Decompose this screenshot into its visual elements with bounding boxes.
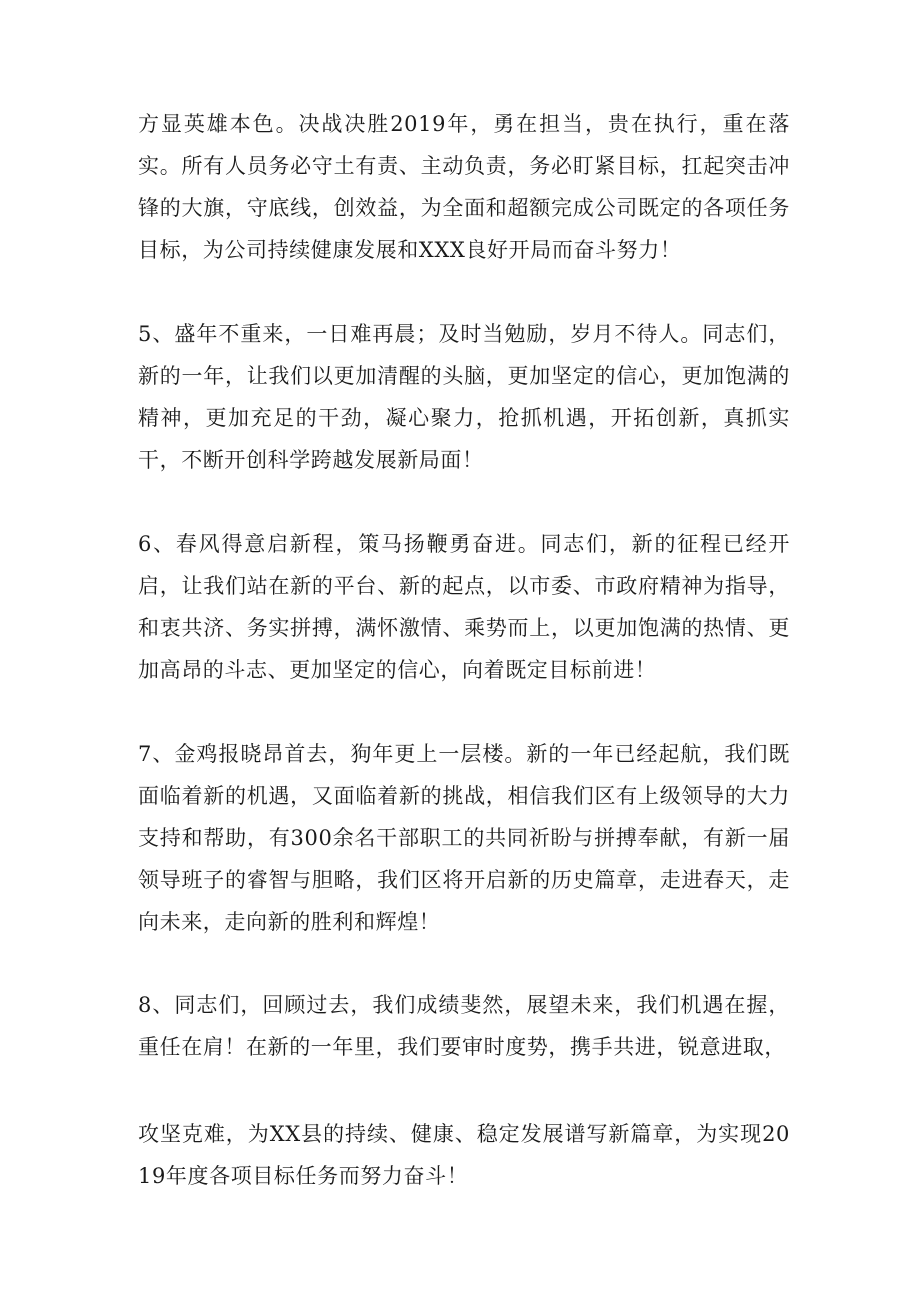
paragraph-7: 7、金鸡报晓昂首去，狗年更上一层楼。新的一年已经起航，我们既面临着新的机遇，又面临着新的挑战，相信我们区有上级领导的大力支持和帮助，有300余名干部职工的共同祈盼与拼搏奉献，有新一届领导班子的睿智与胆略，我们区将开启新的历史篇章，走进春天，走向未来，走向新的胜利和辉煌！ [138, 742, 790, 934]
paragraph-continuation: 方显英雄本色。决战决胜2019年，勇在担当，贵在执行，重在落实。所有人员务必守土有责、主动负责，务必盯紧目标，扛起突击冲锋的大旗，守底线，创效益，为全面和超额完成公司既定的各项任务目标，为公司持续健康发展和XXX良好开局而奋斗努力！ [138, 112, 790, 262]
paragraph-8-continuation: 攻坚克难，为XX县的持续、健康、稳定发展谱写新篇章，为实现2019年度各项目标任务而努力奋斗！ [138, 1122, 790, 1188]
paragraph-5: 5、盛年不重来，一日难再晨；及时当勉励，岁月不待人。同志们，新的一年，让我们以更加清醒的头脑，更加坚定的信心，更加饱满的精神，更加充足的干劲，凝心聚力，抢抓机遇，开拓创新，真抓实干，不断开创科学跨越发展新局面！ [138, 322, 790, 472]
paragraph-6: 6、春风得意启新程，策马扬鞭勇奋进。同志们，新的征程已经开启，让我们站在新的平台、新的起点，以市委、市政府精神为指导，和衷共济、务实拼搏，满怀激情、乘势而上，以更加饱满的热情、更加高昂的斗志、更加坚定的信心，向着既定目标前进！ [138, 532, 790, 682]
paragraph-8: 8、同志们，回顾过去，我们成绩斐然，展望未来，我们机遇在握，重任在肩！在新的一年里，我们要审时度势，携手共进，锐意进取， [138, 993, 790, 1059]
